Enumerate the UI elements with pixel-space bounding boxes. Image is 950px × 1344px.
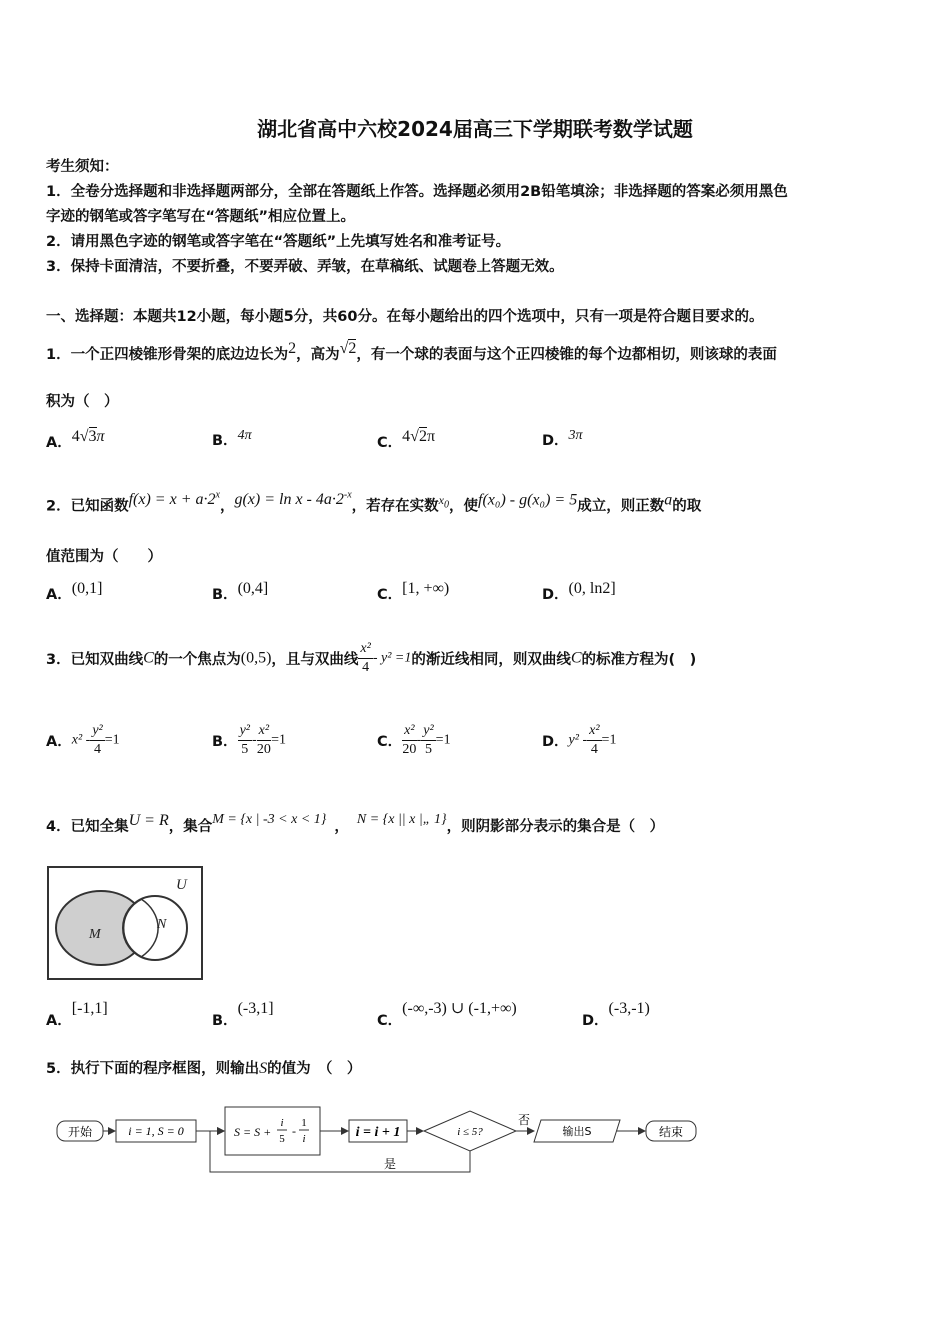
q2-function-f: $f(x) = x + a\cdot 2^x$ <box>128 490 220 509</box>
q4-option-d[interactable]: D．(-3,-1) <box>582 1000 650 1029</box>
sqrt-symbol: √ <box>79 428 89 445</box>
q2-option-b[interactable]: B．(0,4] <box>212 580 269 603</box>
notice-item-1-line-1: 1．全卷分选择题和非选择题两部分，全部在答题纸上作答。选择题必须用2B铅笔填涂；非选择题的答案必须用黑色 <box>46 184 788 200</box>
q3-curve-c: C <box>143 649 154 667</box>
q3-fraction: $\frac{\text{x²}}{4}$ <box>360 641 371 675</box>
flow-body-frac2-num: 1 <box>301 1117 307 1129</box>
q4-option-c[interactable]: C．(-∞,-3) ∪ (-1,+∞) <box>377 1000 517 1029</box>
venn-label-n: N <box>157 917 167 932</box>
q2-function-g: $g(x) = \ln x - 4a\cdot 2^{-x}$ <box>234 490 352 509</box>
question-4-line: 4．已知全集U = R，集合M = {x | -3 < x < 1} ， N = {x || x |„ 1}，则阴影部分表示的集合是（ ） <box>46 812 665 835</box>
q3-option-b[interactable]: B． $\frac{\text{y²}}{5}$ - $\frac{\text{x²}}{20}$ =1 <box>212 723 286 757</box>
question-5-line: 5．执行下面的程序框图，则输出S的值为 （ ） <box>46 1060 362 1077</box>
flow-body-frac1-den: 5 <box>279 1133 285 1145</box>
q2-option-d[interactable]: D．(0, ln2] <box>542 580 616 603</box>
flow-init-label: i = 1, S = 0 <box>128 1124 184 1138</box>
q1-option-b[interactable]: B．4π <box>212 428 252 449</box>
flow-decision-label: i ≤ 5? <box>457 1126 483 1138</box>
q1-base-edge: 2 <box>288 340 297 357</box>
q4-option-a[interactable]: A．[-1,1] <box>46 1000 108 1029</box>
sqrt-symbol: √ <box>339 340 349 357</box>
notice-item-3: 3．保持卡面清洁，不要折叠，不要弄破、弄皱，在草稿纸、试题卷上答题无效。 <box>46 259 564 275</box>
q3-option-c[interactable]: C． $\frac{\text{x²}}{20}$ - $\frac{\text{y²}}{5}$ =1 <box>377 723 451 757</box>
venn-label-u: U <box>176 877 187 893</box>
section-heading: 一、选择题：本题共12小题，每小题5分，共60分。在每小题给出的四个选项中，只有一项是符合题目要求的。 <box>46 309 764 325</box>
q2-a: a <box>664 491 673 509</box>
flow-body-minus: - <box>292 1124 296 1138</box>
flow-output-label: 输出S <box>562 1125 592 1138</box>
flow-increment-label: i = i + 1 <box>355 1125 401 1140</box>
q1-option-c[interactable]: C．4√2π <box>377 428 436 451</box>
question-3-line: 3．已知双曲线C的一个焦点为(0,5)，且与双曲线 $\frac{\text{x²}}{4}$ - y² =1的渐近线相同，则双曲线C的标准方程为( ) <box>46 641 697 675</box>
q1-option-d[interactable]: D．3π <box>542 428 583 449</box>
venn-diagram <box>46 865 204 981</box>
q2-condition: f(x₀) - g(x₀) = 5 <box>478 491 578 509</box>
notice-item-2: 2．请用黑色字迹的钢笔或答字笔在“答题纸”上先填写姓名和准考证号。 <box>46 234 511 250</box>
question-1-line-2: 积为（ ） <box>46 394 119 410</box>
question-1-line-1: 1．一个正四棱锥形骨架的底边边长为2，高为√2，有一个球的表面与这个正四棱锥的每个边都相切，则该球的表面 <box>46 340 777 363</box>
flow-end-label: 结束 <box>658 1125 684 1139</box>
q2-option-c[interactable]: C．[1, +∞) <box>377 580 450 603</box>
flowchart <box>50 1100 710 1180</box>
q4-set-m: M = {x | -3 < x < 1} <box>212 812 327 827</box>
venn-label-m: M <box>89 927 101 942</box>
q4-option-b[interactable]: B．(-3,1] <box>212 1000 274 1029</box>
q2-option-a[interactable]: A．(0,1] <box>46 580 103 603</box>
question-2-line-1: 2．已知函数$f(x) = x + a\cdot 2^x$，$g(x) = \ln x - 4a\cdot 2^{-x}$，若存在实数$^{x_0}$，使f(x₀) - g(x₀) = 5成立，则正数a的取 <box>46 490 702 515</box>
q1-option-a[interactable]: A．4√3π <box>46 428 105 451</box>
page-title: 湖北省高中六校2024届高三下学期联考数学试题 <box>257 117 693 141</box>
q3-option-d[interactable]: D．y² - $\frac{\text{x²}}{4}$ =1 <box>542 723 617 757</box>
flow-body-pre: S = S + <box>234 1125 272 1139</box>
q1-height: √2 <box>339 340 357 357</box>
notice-heading: 考生须知： <box>46 159 119 175</box>
q3-focus: (0,5) <box>240 649 272 667</box>
q2-x0: x0 <box>438 493 449 511</box>
flow-yes-label: 是 <box>383 1157 397 1171</box>
question-2-line-2: 值范围为（ ） <box>46 549 162 565</box>
notice-item-1-line-2: 字迹的钢笔或答字笔写在“答题纸”相应位置上。 <box>46 209 356 225</box>
q3-option-a[interactable]: A．x² - $\frac{\text{y²}}{4}$ =1 <box>46 723 120 757</box>
flow-body-frac1-num: i <box>280 1117 284 1129</box>
q4-universal-set: U = R <box>128 812 169 829</box>
flow-no-label: 否 <box>518 1113 531 1127</box>
flow-body-frac2-den: i <box>302 1133 306 1145</box>
q5-s: S <box>259 1060 268 1077</box>
flow-start-label: 开始 <box>67 1125 93 1139</box>
q4-set-n: N = {x || x |„ 1} <box>356 812 447 827</box>
sqrt-symbol: √ <box>410 428 419 445</box>
